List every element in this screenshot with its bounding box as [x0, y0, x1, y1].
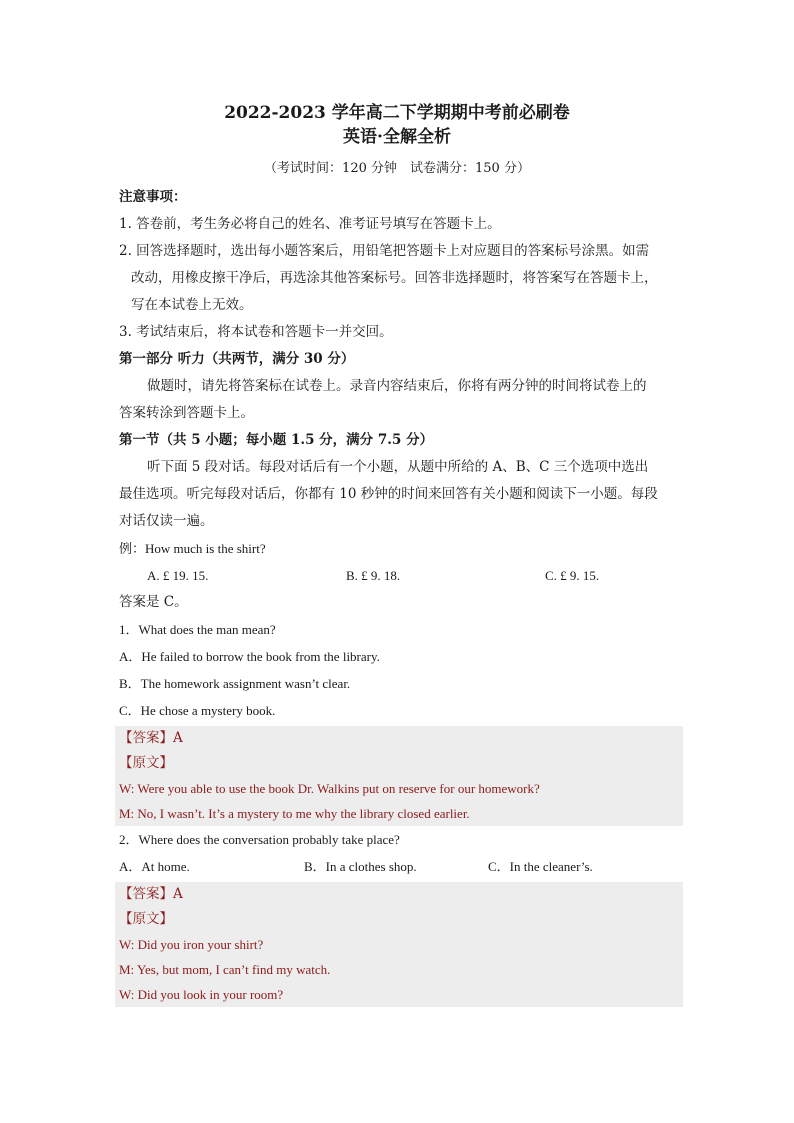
example-option-b: B. £ 9. 18.	[346, 568, 401, 583]
example-option-a: A. £ 19. 15.	[147, 568, 209, 583]
part1-instruction-line-2: 答案转涂到答题卡上。	[119, 405, 254, 421]
document-body	[119, 184, 679, 1007]
exam-info: （考试时间：120 分钟 试卷满分：150 分）	[264, 161, 530, 176]
q2-transcript-label: 【原文】	[119, 911, 173, 927]
note-item-2-line-2: 改动，用橡皮擦干净后，再选涂其他答案标号。回答非选择题时，将答案写在答题卡上，	[131, 270, 658, 286]
q1-transcript-line: M: No, I wasn’t. It’s a mystery to me why the library closed earlier.	[119, 806, 470, 821]
q1-answer-block	[115, 726, 683, 826]
note-item-2-line-3: 写在本试卷上无效。	[131, 297, 253, 313]
notes-heading: 注意事项：	[119, 189, 187, 205]
note-item-2-line-1: 2. 回答选择题时，选出每小题答案后，用铅笔把答题卡上对应题目的答案标号涂黑。如需	[119, 243, 650, 259]
q2-question: 2．Where does the conversation probably take place?	[119, 832, 400, 847]
q2-transcript-line: M: Yes, but mom, I can’t find my watch.	[119, 962, 331, 977]
q2-option-a: A．At home.	[119, 859, 190, 874]
q2-transcript-line: W: Did you iron your shirt?	[119, 937, 264, 952]
section1-heading: 第一节（共 5 小题；每小题 1.5 分，满分 7.5 分）	[119, 432, 434, 448]
example-answer: 答案是 C。	[119, 594, 188, 610]
example-option-c: C. £ 9. 15.	[545, 568, 600, 583]
q2-options	[119, 853, 679, 880]
q1-question: 1．What does the man mean?	[119, 622, 276, 637]
example-options	[119, 562, 679, 589]
q1-option-a: A．He failed to borrow the book from the library.	[119, 649, 380, 664]
example-question: 例：How much is the shirt?	[119, 541, 266, 556]
note-item-3: 3. 考试结束后，将本试卷和答题卡一并交回。	[119, 324, 393, 340]
q2-transcript-line: W: Did you look in your room?	[119, 987, 284, 1002]
section1-instruction-line-1: 听下面 5 段对话。每段对话后有一个小题，从题中所给的 A、B、C 三个选项中选出	[147, 459, 649, 475]
q2-option-c: C．In the cleaner’s.	[488, 859, 593, 874]
title-line-2: 英语·全解全析	[343, 127, 451, 147]
section1-instruction-line-3: 对话仅读一遍。	[119, 513, 214, 529]
q1-option-c: C．He chose a mystery book.	[119, 703, 276, 718]
part1-heading: 第一部分 听力（共两节，满分 30 分）	[119, 351, 355, 367]
q2-answer: 【答案】A	[119, 886, 183, 902]
q2-option-b: B．In a clothes shop.	[304, 859, 417, 874]
q2-answer-block	[115, 882, 683, 1007]
q1-answer: 【答案】A	[119, 730, 183, 746]
title-line-1: 2022-2023 学年高二下学期期中考前必刷卷	[224, 103, 570, 123]
q1-option-b: B．The homework assignment wasn’t clear.	[119, 676, 351, 691]
section1-instruction-line-2: 最佳选项。听完每段对话后，你都有 10 秒钟的时间来回答有关小题和阅读下一小题。每段	[119, 486, 658, 502]
note-item-1: 1. 答卷前，考生务必将自己的姓名、准考证号填写在答题卡上。	[119, 216, 501, 232]
part1-instruction-line-1: 做题时，请先将答案标在试卷上。录音内容结束后，你将有两分钟的时间将试卷上的	[147, 378, 647, 394]
q1-transcript-label: 【原文】	[119, 755, 173, 771]
q1-transcript-line: W: Were you able to use the book Dr. Walkins put on reserve for our homework?	[119, 781, 540, 796]
